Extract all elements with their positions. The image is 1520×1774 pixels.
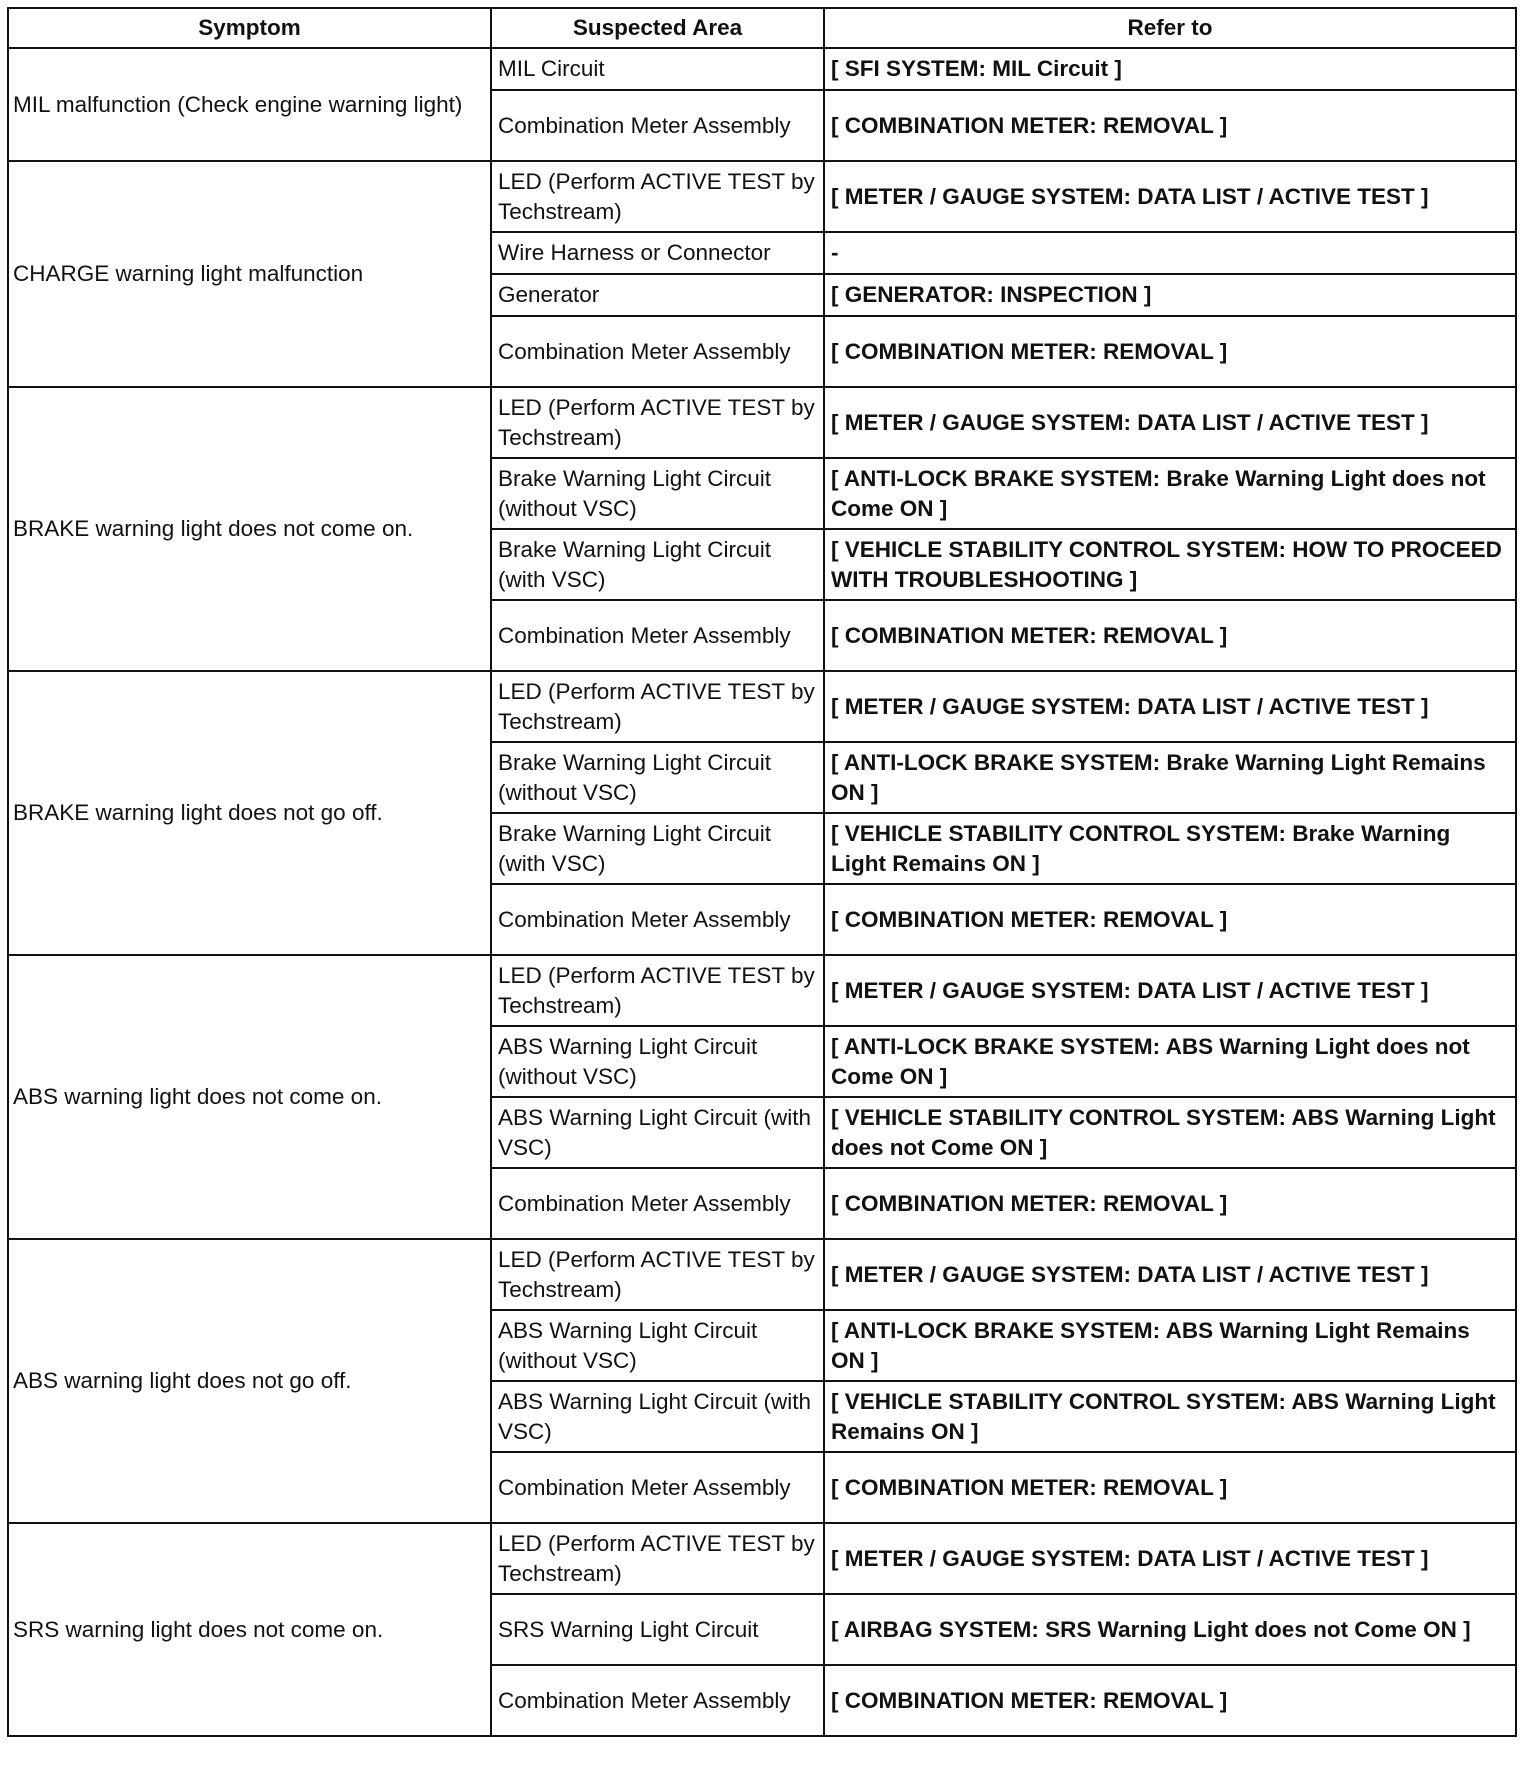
troubleshooting-table — [7, 7, 1517, 1737]
suspected-area-cell: LED (Perform ACTIVE TEST by Techstream) — [491, 161, 824, 232]
table-row — [8, 955, 1516, 1026]
refer-to-cell: [ COMBINATION METER: REMOVAL ] — [824, 600, 1516, 671]
symptom-cell: ABS warning light does not go off. — [8, 1239, 491, 1523]
refer-to-cell: [ ANTI-LOCK BRAKE SYSTEM: ABS Warning Light Remains ON ] — [824, 1310, 1516, 1381]
suspected-area-cell: ABS Warning Light Circuit (with VSC) — [491, 1097, 824, 1168]
refer-to-header: Refer to — [824, 8, 1516, 48]
refer-to-cell: [ AIRBAG SYSTEM: SRS Warning Light does not Come ON ] — [824, 1594, 1516, 1665]
header-row — [8, 8, 1516, 48]
suspected-area-cell: Brake Warning Light Circuit (with VSC) — [491, 813, 824, 884]
refer-to-cell: - — [824, 232, 1516, 274]
symptom-header: Symptom — [8, 8, 491, 48]
table-row — [8, 387, 1516, 458]
symptom-cell: SRS warning light does not come on. — [8, 1523, 491, 1736]
suspected-area-cell: LED (Perform ACTIVE TEST by Techstream) — [491, 671, 824, 742]
symptom-cell: MIL malfunction (Check engine warning light) — [8, 48, 491, 161]
refer-to-cell: [ METER / GAUGE SYSTEM: DATA LIST / ACTIVE TEST ] — [824, 955, 1516, 1026]
symptom-cell: CHARGE warning light malfunction — [8, 161, 491, 387]
suspected-area-cell: Combination Meter Assembly — [491, 884, 824, 955]
suspected-area-cell: LED (Perform ACTIVE TEST by Techstream) — [491, 955, 824, 1026]
symptom-cell: BRAKE warning light does not go off. — [8, 671, 491, 955]
table-row — [8, 161, 1516, 232]
suspected-area-cell: SRS Warning Light Circuit — [491, 1594, 824, 1665]
refer-to-cell: [ VEHICLE STABILITY CONTROL SYSTEM: HOW TO PROCEED WITH TROUBLESHOOTING ] — [824, 529, 1516, 600]
symptom-cell: BRAKE warning light does not come on. — [8, 387, 491, 671]
refer-to-cell: [ SFI SYSTEM: MIL Circuit ] — [824, 48, 1516, 90]
refer-to-cell: [ METER / GAUGE SYSTEM: DATA LIST / ACTIVE TEST ] — [824, 161, 1516, 232]
suspected-area-cell: Brake Warning Light Circuit (without VSC) — [491, 458, 824, 529]
refer-to-cell: [ METER / GAUGE SYSTEM: DATA LIST / ACTIVE TEST ] — [824, 387, 1516, 458]
refer-to-cell: [ VEHICLE STABILITY CONTROL SYSTEM: ABS Warning Light does not Come ON ] — [824, 1097, 1516, 1168]
refer-to-cell: [ COMBINATION METER: REMOVAL ] — [824, 1665, 1516, 1736]
refer-to-cell: [ ANTI-LOCK BRAKE SYSTEM: Brake Warning Light does not Come ON ] — [824, 458, 1516, 529]
table-row — [8, 48, 1516, 90]
suspected-area-cell: Combination Meter Assembly — [491, 600, 824, 671]
refer-to-cell: [ ANTI-LOCK BRAKE SYSTEM: Brake Warning Light Remains ON ] — [824, 742, 1516, 813]
refer-to-cell: [ GENERATOR: INSPECTION ] — [824, 274, 1516, 316]
refer-to-cell: [ METER / GAUGE SYSTEM: DATA LIST / ACTIVE TEST ] — [824, 671, 1516, 742]
suspected-area-cell: LED (Perform ACTIVE TEST by Techstream) — [491, 1239, 824, 1310]
table-body — [8, 48, 1516, 1736]
suspected-area-cell: Combination Meter Assembly — [491, 90, 824, 161]
refer-to-cell: [ COMBINATION METER: REMOVAL ] — [824, 1452, 1516, 1523]
suspected-area-cell: LED (Perform ACTIVE TEST by Techstream) — [491, 1523, 824, 1594]
suspected-area-cell: ABS Warning Light Circuit (without VSC) — [491, 1310, 824, 1381]
suspected-area-cell: Generator — [491, 274, 824, 316]
suspected-area-cell: Combination Meter Assembly — [491, 1452, 824, 1523]
symptom-cell: ABS warning light does not come on. — [8, 955, 491, 1239]
suspected-area-cell: Combination Meter Assembly — [491, 316, 824, 387]
suspected-area-cell: Combination Meter Assembly — [491, 1665, 824, 1736]
table-row — [8, 1523, 1516, 1594]
table-row — [8, 671, 1516, 742]
suspected-area-cell: LED (Perform ACTIVE TEST by Techstream) — [491, 387, 824, 458]
refer-to-cell: [ COMBINATION METER: REMOVAL ] — [824, 1168, 1516, 1239]
refer-to-cell: [ COMBINATION METER: REMOVAL ] — [824, 884, 1516, 955]
table-row — [8, 1239, 1516, 1310]
refer-to-cell: [ COMBINATION METER: REMOVAL ] — [824, 316, 1516, 387]
suspected-area-cell: Wire Harness or Connector — [491, 232, 824, 274]
suspected-area-header: Suspected Area — [491, 8, 824, 48]
refer-to-cell: [ COMBINATION METER: REMOVAL ] — [824, 90, 1516, 161]
suspected-area-cell: ABS Warning Light Circuit (without VSC) — [491, 1026, 824, 1097]
refer-to-cell: [ METER / GAUGE SYSTEM: DATA LIST / ACTIVE TEST ] — [824, 1239, 1516, 1310]
refer-to-cell: [ ANTI-LOCK BRAKE SYSTEM: ABS Warning Light does not Come ON ] — [824, 1026, 1516, 1097]
suspected-area-cell: MIL Circuit — [491, 48, 824, 90]
suspected-area-cell: Combination Meter Assembly — [491, 1168, 824, 1239]
suspected-area-cell: ABS Warning Light Circuit (with VSC) — [491, 1381, 824, 1452]
refer-to-cell: [ METER / GAUGE SYSTEM: DATA LIST / ACTIVE TEST ] — [824, 1523, 1516, 1594]
suspected-area-cell: Brake Warning Light Circuit (without VSC) — [491, 742, 824, 813]
suspected-area-cell: Brake Warning Light Circuit (with VSC) — [491, 529, 824, 600]
refer-to-cell: [ VEHICLE STABILITY CONTROL SYSTEM: Brake Warning Light Remains ON ] — [824, 813, 1516, 884]
refer-to-cell: [ VEHICLE STABILITY CONTROL SYSTEM: ABS Warning Light Remains ON ] — [824, 1381, 1516, 1452]
